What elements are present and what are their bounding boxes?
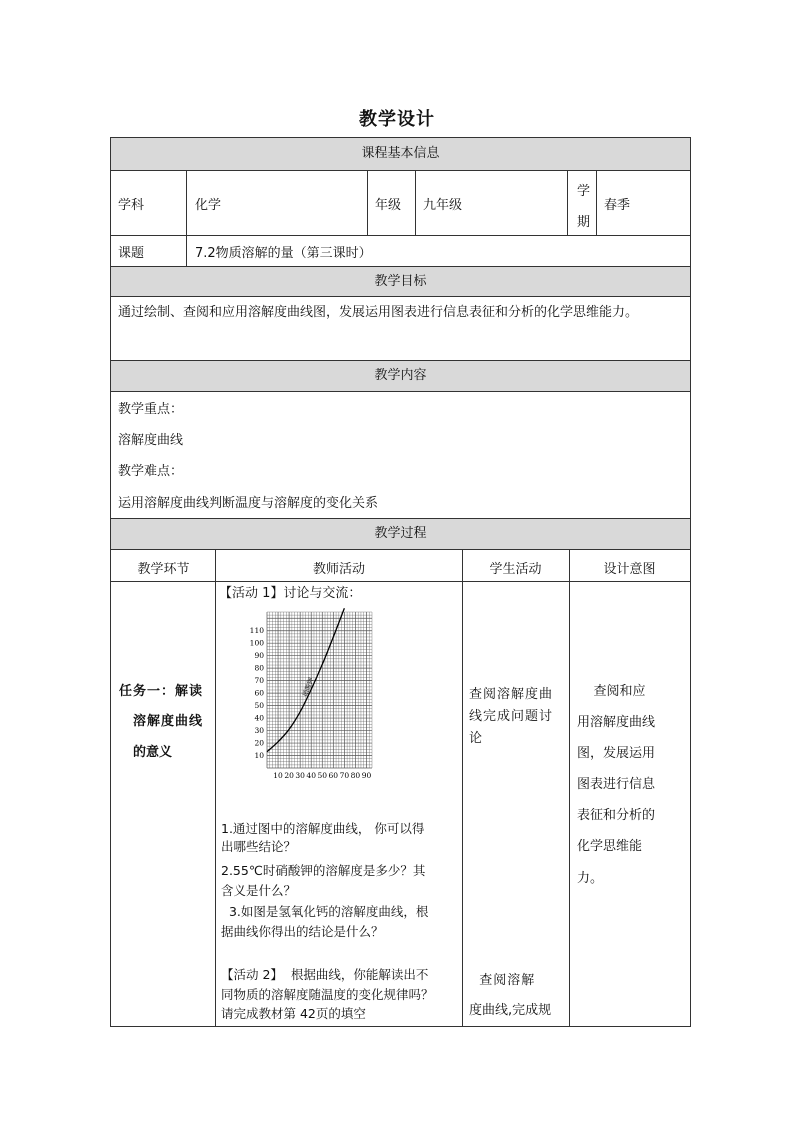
student-activity-1-line-1: 查阅溶解度曲 [469, 687, 554, 702]
student-activity-2-line-2: 度曲线,完成规 [469, 1003, 552, 1018]
question-1-line-1: 1.通过图中的溶解度曲线， 你可以得 [221, 821, 425, 836]
intent-line-3: 图，发展运用 [577, 746, 656, 761]
topic-label: 课题 [118, 246, 145, 261]
question-2-line-2: 含义是什么？ [221, 883, 297, 898]
intent-line-7: 力。 [577, 871, 604, 886]
intent-line-6: 化学思维能 [577, 839, 643, 854]
curve-label: 硝酸钾 [301, 676, 316, 698]
intent-line-5: 表征和分析的 [577, 808, 656, 823]
key-label: 教学重点： [118, 402, 184, 417]
difficult-label: 教学难点： [118, 464, 184, 479]
question-3-line-1: 3.如图是氢氧化钙的溶解度曲线，根 [221, 904, 429, 919]
stage-line-2: 溶解度曲线 [133, 714, 204, 729]
topic-value: 7.2物质溶解的量（第三课时） [195, 246, 372, 261]
intent-line-2: 用溶解度曲线 [577, 715, 656, 730]
goals-header: 教学目标 [111, 266, 690, 297]
lesson-plan-table [110, 137, 691, 1027]
y-tick-label: 100 [249, 638, 264, 648]
content-header: 教学内容 [111, 360, 690, 392]
y-tick-label: 20 [254, 738, 264, 748]
process-header: 教学过程 [111, 518, 690, 550]
y-tick-label: 10 [254, 751, 264, 761]
solubility-chart [237, 608, 397, 793]
stage-line-1: 任务一：解读 [119, 684, 204, 699]
basic-info-header: 课程基本信息 [111, 138, 690, 171]
subject-value: 化学 [195, 198, 222, 213]
student-activity-1-line-2: 线完成问题讨 [469, 709, 554, 724]
grade-label: 年级 [375, 198, 402, 213]
y-tick-label: 50 [254, 701, 264, 711]
column-header-teacher: 教师活动 [312, 562, 365, 577]
student-activity-2-line-1: 查阅溶解 [469, 973, 536, 988]
question-2-line-1: 2.55℃时硝酸钾的溶解度是多少？其 [221, 863, 426, 878]
question-1-line-2: 出哪些结论？ [221, 839, 297, 854]
x-tick-label: 20 [284, 771, 294, 780]
y-tick-label: 40 [254, 713, 264, 723]
key-text: 溶解度曲线 [118, 433, 184, 448]
stage-line-3: 的意义 [133, 745, 173, 760]
x-tick-label: 60 [328, 771, 339, 780]
y-tick-label: 80 [254, 663, 264, 673]
y-tick-label: 110 [249, 626, 264, 636]
activity-1-title: 【活动 1】讨论与交流： [219, 586, 362, 601]
term-label-bottom: 期 [577, 215, 591, 230]
difficult-text: 运用溶解度曲线判断温度与溶解度的变化关系 [118, 496, 379, 511]
y-tick-label: 90 [254, 651, 264, 661]
intent-line-1: 查阅和应 [577, 684, 646, 699]
activity-2-line-3: 请完成教材第 42页的填空 [221, 1006, 366, 1021]
column-header-student: 学生活动 [489, 562, 542, 577]
column-header-intent: 设计意图 [603, 562, 656, 577]
student-activity-1-line-3: 论 [469, 731, 483, 746]
x-tick-label: 10 [273, 771, 283, 780]
column-header-stage: 教学环节 [137, 562, 190, 577]
y-tick-label: 60 [254, 688, 264, 698]
grade-value: 九年级 [423, 198, 463, 213]
x-tick-label: 90 [361, 771, 372, 780]
question-3-line-2: 据曲线你得出的结论是什么？ [221, 924, 384, 939]
subject-label: 学科 [118, 198, 145, 213]
intent-line-4: 图表进行信息 [577, 777, 656, 792]
x-tick-label: 50 [317, 771, 328, 780]
y-tick-label: 30 [254, 726, 264, 736]
term-label-top: 学 [577, 184, 591, 199]
y-tick-label: 70 [254, 676, 264, 686]
x-tick-label: 40 [306, 771, 316, 780]
term-value: 春季 [604, 198, 631, 213]
activity-2-line-1: 【活动 2】 根据曲线，你能解读出不 [221, 967, 429, 982]
chart-grid [267, 612, 372, 768]
x-tick-label: 30 [295, 771, 305, 780]
x-tick-label: 80 [350, 771, 361, 780]
x-tick-label: 70 [339, 771, 350, 780]
activity-2-line-2: 同物质的溶解度随温度的变化规律吗？ [221, 987, 434, 1002]
document-title: 教学设计 [359, 109, 435, 130]
goals-text: 通过绘制、查阅和应用溶解度曲线图，发展运用图表进行信息表征和分析的化学思维能力。 [118, 305, 639, 320]
